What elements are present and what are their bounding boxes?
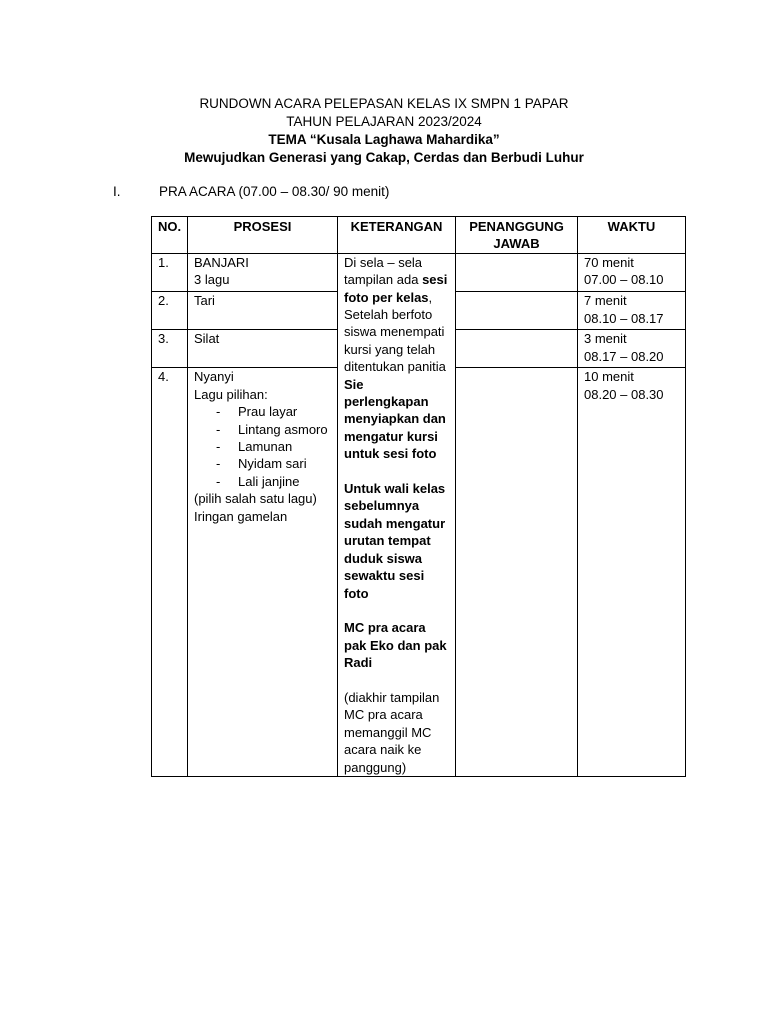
waktu-durasi: 3 menit: [584, 331, 627, 347]
keterangan-p5: (diakhir tampilan MC pra acara memanggil MC acara naik ke panggung): [344, 689, 440, 775]
row-penanggung-jawab: [456, 292, 578, 330]
prosesi-note: (pilih salah satu lagu): [194, 491, 317, 507]
prosesi-name: Nyanyi: [194, 369, 234, 385]
table-header-row: [152, 217, 686, 254]
list-item: - Lamunan: [216, 438, 293, 454]
prosesi-detail: 3 lagu: [194, 272, 230, 288]
row-prosesi: [188, 330, 338, 368]
row-waktu: [578, 292, 686, 330]
doc-theme: TEMA “Kusala Laghawa Mahardika”: [268, 132, 500, 147]
section-number: I.: [113, 184, 121, 199]
table-row: [152, 253, 686, 291]
waktu-jam: 08.10 – 08.17: [584, 310, 664, 326]
prosesi-name: Tari: [194, 293, 215, 309]
waktu-jam: 08.20 – 08.30: [584, 386, 664, 402]
row-no: 2.: [152, 292, 188, 330]
waktu-durasi: 70 menit: [584, 254, 634, 270]
header-prosesi: PROSESI: [188, 217, 338, 254]
header-keterangan: KETERANGAN: [338, 217, 456, 254]
row-prosesi: [188, 253, 338, 291]
waktu-jam: 08.17 – 08.20: [584, 348, 664, 364]
row-penanggung-jawab: [456, 253, 578, 291]
row-penanggung-jawab: [456, 368, 578, 777]
doc-title-line2: TAHUN PELAJARAN 2023/2024: [286, 114, 482, 129]
rundown-table: [151, 216, 686, 777]
waktu-durasi: 7 menit: [584, 293, 627, 309]
prosesi-name: Silat: [194, 331, 220, 347]
doc-title-line1: RUNDOWN ACARA PELEPASAN KELAS IX SMPN 1 PAPAR: [199, 96, 569, 111]
list-item: - Lintang asmoro: [216, 421, 328, 437]
keterangan-cell: [338, 253, 456, 776]
list-item: - Lali janjine: [216, 473, 300, 489]
keterangan-p3: Untuk wali kelas sebelumnya sudah mengatur urutan tempat duduk siswa sewaktu sesi foto: [344, 481, 446, 601]
keterangan-p1: Di sela – sela tampilan ada sesi foto per kelas, Setelah berfoto siswa menempati kursi yang telah ditentukan panitia: [344, 254, 448, 375]
row-no: 4.: [152, 368, 188, 777]
header-waktu: WAKTU: [578, 217, 686, 254]
row-no: 3.: [152, 330, 188, 368]
list-item: - Prau layar: [216, 404, 298, 420]
prosesi-name: BANJARI: [194, 254, 249, 270]
list-item: - Nyidam sari: [216, 456, 307, 472]
waktu-jam: 07.00 – 08.10: [584, 272, 664, 288]
keterangan-p2: Sie perlengkapan menyiapkan dan mengatur kursi untuk sesi foto: [344, 376, 446, 462]
header-penanggung-jawab: PENANGGUNG JAWAB: [456, 217, 578, 254]
row-prosesi: [188, 292, 338, 330]
row-penanggung-jawab: [456, 330, 578, 368]
section-title: PRA ACARA (07.00 – 08.30/ 90 menit): [159, 184, 390, 199]
waktu-durasi: 10 menit: [584, 369, 634, 385]
row-waktu: [578, 368, 686, 777]
song-list: [194, 403, 331, 490]
row-no: 1.: [152, 253, 188, 291]
prosesi-note: Iringan gamelan: [194, 508, 288, 524]
row-prosesi: [188, 368, 338, 777]
row-waktu: [578, 253, 686, 291]
prosesi-detail: Lagu pilihan:: [194, 386, 268, 402]
keterangan-p4: MC pra acara pak Eko dan pak Radi: [344, 620, 447, 671]
header-no: NO.: [152, 217, 188, 254]
doc-subtheme: Mewujudkan Generasi yang Cakap, Cerdas dan Berbudi Luhur: [184, 150, 584, 165]
row-waktu: [578, 330, 686, 368]
